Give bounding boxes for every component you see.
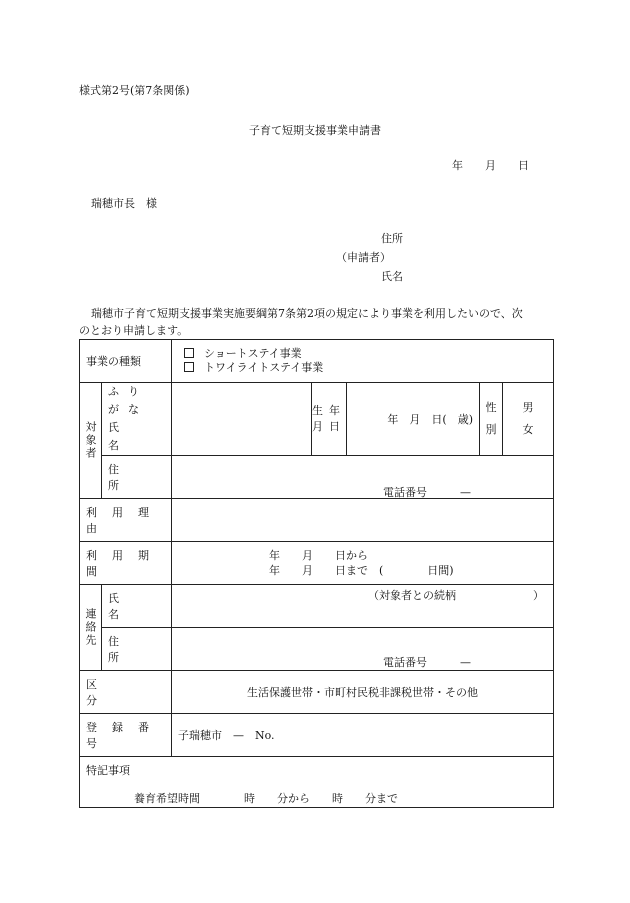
category-row [80,671,554,714]
subject-address-row [80,456,554,499]
addressee: 瑞穂市長 様 [91,197,157,210]
contact-name-label [102,585,172,628]
subject-group-label [80,383,102,499]
period-line2: 年 月 日まで ( 日間) [269,564,454,577]
contact-phone: 電話番号 — [383,656,471,669]
birth-date-value: 年 月 日( 歳) [387,413,473,426]
category-field[interactable] [172,671,554,714]
registration-row [80,714,554,757]
reason-row [80,499,554,542]
subject-phone: 電話番号 — [383,486,471,499]
period-field[interactable] [172,542,554,585]
period-line1: 年 月 日から [269,549,368,562]
applicant-name-label: 氏名 [381,270,403,283]
birth-date-label [312,383,347,456]
service-type-row [80,340,554,383]
subject-address-field[interactable] [172,456,554,499]
intro-text-line2: のとおり申請します。 [79,324,189,337]
reason-label [80,499,172,542]
subject-name-label: 氏名 [108,421,157,452]
registration-label [80,714,172,757]
subject-group-text [80,421,101,460]
period-label [80,542,172,585]
contact-name-row [80,585,554,628]
category-label [80,671,172,714]
period-label-text: 利用期間 [86,549,164,578]
contact-group-label-text: 連絡先 [84,608,97,647]
contact-relation: （対象者との続柄 ） [368,589,544,602]
intro-text-line1: 瑞穂市子育て短期支援事業実施要綱第7条第2項の規定により事業を利用したいので、次 [91,307,523,320]
notes-row [80,757,554,808]
applicant-role-label: （申請者） [336,251,391,264]
reason-label-text: 利用理由 [86,506,164,535]
service-type-options [172,340,554,383]
subject-address-label [102,456,172,499]
date-line: 年 月 日 [452,159,529,172]
sex-options[interactable] [503,383,554,456]
notes-field[interactable] [80,757,554,808]
application-table [79,339,554,808]
birth-date-field[interactable] [347,383,480,456]
option-twilight-stay[interactable]: トワイライトステイ事業 [184,361,553,375]
checkbox-twilight-stay[interactable] [184,362,194,372]
service-type-label [80,340,172,383]
contact-address-label [102,628,172,671]
contact-address-field[interactable] [172,628,554,671]
furigana-label: ふりがな [108,385,148,416]
contact-group-label [80,585,102,671]
notes-label: 特記事項 [86,764,130,777]
option-short-stay[interactable]: ショートステイ事業 [184,347,553,361]
sex-label [480,383,503,456]
subject-group-label-text: 対象者 [84,421,97,460]
desired-time: 養育希望時間 時 分から 時 分まで [134,792,398,805]
furigana-name-label [102,383,172,456]
sex-female[interactable]: 女 [522,423,534,436]
birth-label-1: 生年 [312,404,346,417]
contact-address-label-text: 住所 [108,635,157,664]
contact-name-field[interactable] [172,585,554,628]
registration-field[interactable] [172,714,554,757]
sex-label-2: 別 [485,423,497,436]
contact-address-row [80,628,554,671]
subject-address-label-text: 住所 [108,463,157,492]
category-value: 生活保護世帯・市町村民税非課税世帯・その他 [247,686,479,699]
period-row [80,542,554,585]
category-label-text: 区分 [86,678,160,707]
contact-name-label-text: 氏名 [108,592,157,621]
sex-male[interactable]: 男 [522,401,534,414]
subject-name-row [80,383,554,456]
registration-label-text: 登録番号 [86,721,164,750]
applicant-address-label: 住所 [381,232,403,245]
birth-label-2: 月日 [312,420,346,433]
form-title: 子育て短期支援事業申請書 [249,124,381,137]
form-number: 様式第2号(第7条関係) [79,84,190,97]
subject-name-field[interactable] [172,383,312,456]
reason-field[interactable] [172,499,554,542]
checkbox-short-stay[interactable] [184,348,194,358]
sex-label-1: 性 [485,401,497,414]
registration-value: 子瑞穂市 — No. [178,729,275,742]
service-type-label-text: 事業の種類 [86,355,141,368]
